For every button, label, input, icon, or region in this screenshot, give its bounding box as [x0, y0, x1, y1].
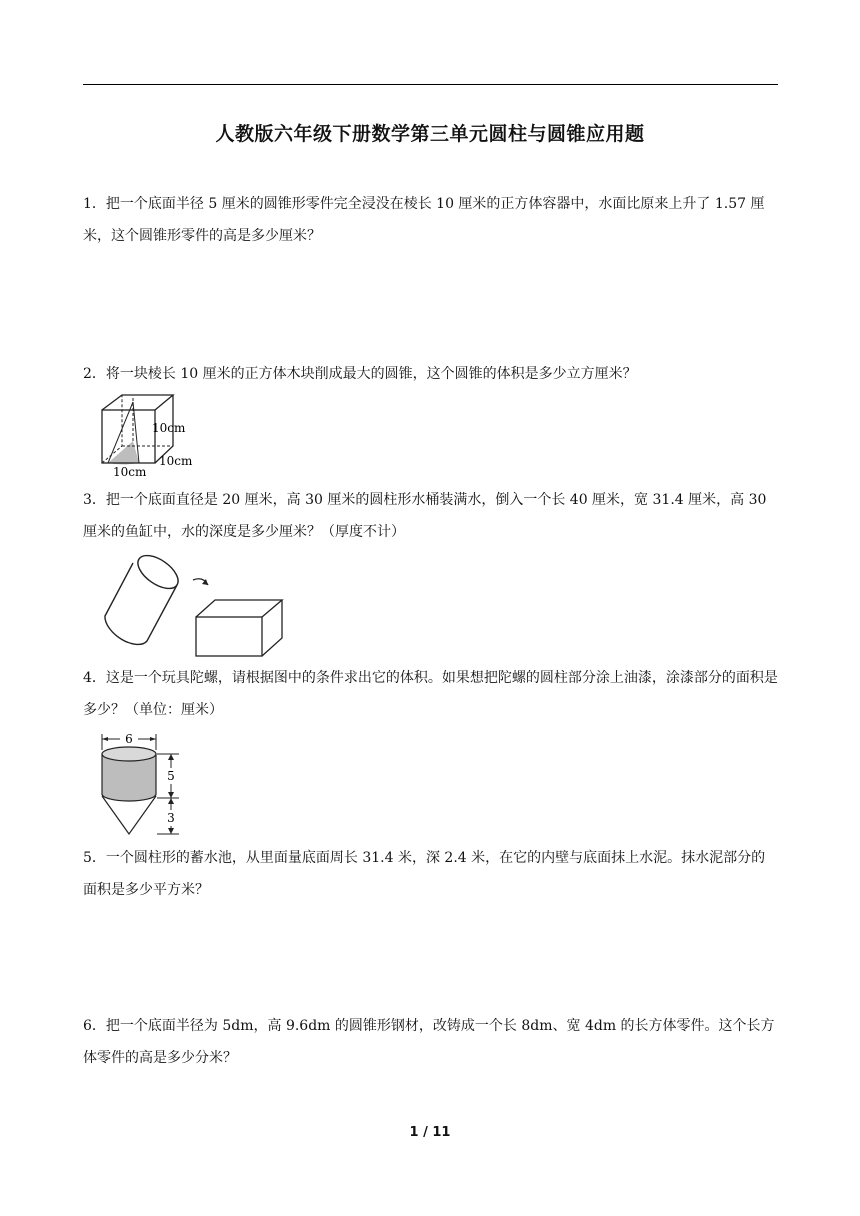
cone-part [102, 796, 156, 834]
rectangular-tank [196, 600, 282, 656]
question-6: 6．把一个底面半径为 5dm，高 9.6dm 的圆锥形钢材，改铸成一个长 8dm、宽 4dm 的长方体零件。这个长方体零件的高是多少分米？ [83, 1018, 775, 1066]
page-title: 人教版六年级下册数学第三单元圆柱与圆锥应用题 [215, 123, 645, 145]
bucket-tank-figure [95, 552, 295, 660]
label-depth: 10cm [159, 454, 193, 468]
question-4: 4．这是一个玩具陀螺，请根据图中的条件求出它的体积。如果想把陀螺的圆柱部分涂上油漆，涂漆部分的面积是多少？（单位：厘米） [83, 670, 778, 718]
spinning-top-figure [95, 730, 195, 838]
question-2: 2．将一块棱长 10 厘米的正方体木块削成最大的圆锥，这个圆锥的体积是多少立方厘米？ [83, 366, 637, 382]
cube-cone-figure [95, 392, 210, 478]
label-height: 10cm [152, 421, 186, 435]
label-width: 10cm [113, 465, 147, 478]
label-cylinder-height: 5 [167, 769, 175, 783]
question-5: 5．一个圆柱形的蓄水池，从里面量底面周长 31.4 米，深 2.4 米，在它的内壁与底面抹上水泥。抹水泥部分的面积是多少平方米？ [83, 850, 766, 898]
label-diameter: 6 [125, 732, 133, 746]
page-number: 1 / 11 [409, 1125, 451, 1140]
label-cone-height: 3 [167, 811, 175, 825]
question-1: 1．把一个底面半径 5 厘米的圆锥形零件完全浸没在棱长 10 厘米的正方体容器中，水面比原来上升了 1.57 厘米，这个圆锥形零件的高是多少厘米？ [83, 196, 765, 244]
tilted-cylinder-bucket [105, 552, 184, 644]
header-rule [83, 84, 778, 85]
question-3: 3．把一个底面直径是 20 厘米，高 30 厘米的圆柱形水桶装满水，倒入一个长 40 厘米，宽 31.4 厘米，高 30 厘米的鱼缸中，水的深度是多少厘米？（厚度不计） [83, 492, 767, 540]
